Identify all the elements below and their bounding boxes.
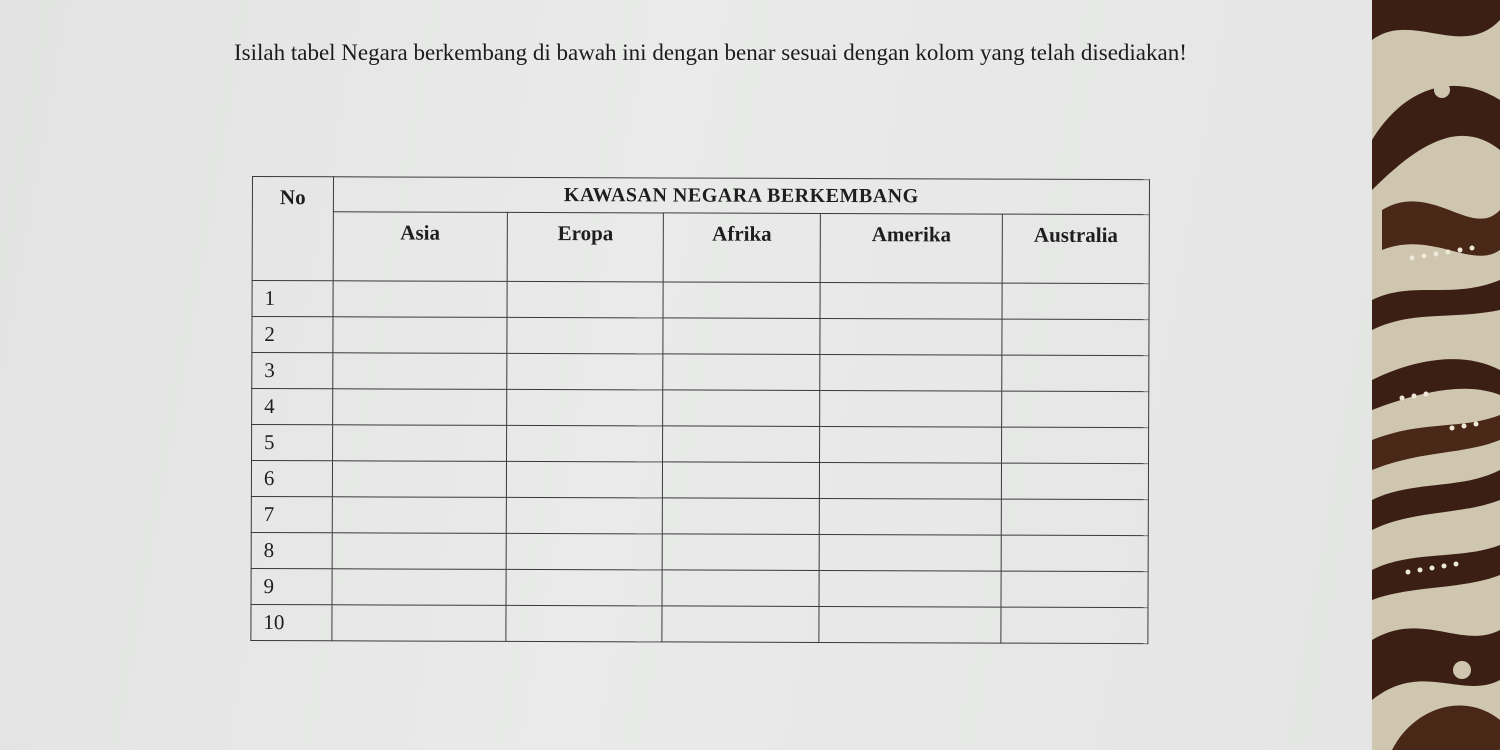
table-row [252,389,1149,428]
answer-cell-eropa[interactable] [507,353,664,390]
answer-cell-amerika[interactable] [820,282,1003,319]
answer-cell-eropa[interactable] [507,281,664,318]
answer-cell-asia[interactable] [332,425,506,462]
answer-cell-australia[interactable] [1002,319,1149,356]
answer-cell-australia[interactable] [1001,607,1148,644]
answer-cell-afrika[interactable] [662,606,819,643]
region-header-asia: Asia [333,212,507,282]
batik-pattern [1372,0,1500,750]
answer-cell-australia[interactable] [1002,283,1149,320]
row-number: 3 [252,353,333,389]
table-row [251,496,1148,535]
answer-cell-australia[interactable] [1002,355,1149,392]
region-header-afrika: Afrika [664,213,821,283]
row-number: 8 [251,532,332,568]
row-number: 2 [252,317,333,353]
answer-cell-asia[interactable] [332,569,506,606]
answer-cell-australia[interactable] [1001,571,1148,608]
table-row [251,568,1148,607]
answer-cell-amerika[interactable] [820,354,1003,391]
answer-cell-amerika[interactable] [819,462,1002,499]
row-number: 5 [252,425,333,461]
table-row [252,353,1149,392]
answer-cell-afrika[interactable] [663,534,820,571]
answer-cell-afrika[interactable] [663,498,820,535]
instruction-text: Isilah tabel Negara berkembang di bawah ini dengan benar sesuai dengan kolom yang telah disediakan! [234,40,1187,65]
row-number: 9 [251,568,332,604]
answer-cell-afrika[interactable] [663,318,820,355]
answer-cell-eropa[interactable] [506,461,663,498]
answer-cell-eropa[interactable] [506,497,663,534]
answer-cell-amerika[interactable] [820,390,1003,427]
answer-cell-australia[interactable] [1002,499,1149,536]
answer-cell-eropa[interactable] [506,533,663,570]
answer-cell-amerika[interactable] [820,318,1003,355]
answer-cell-amerika[interactable] [819,498,1002,535]
table-row [252,425,1149,464]
answer-cell-afrika[interactable] [662,570,819,607]
answer-cell-australia[interactable] [1001,535,1148,572]
answer-cell-amerika[interactable] [819,606,1002,643]
row-number: 4 [252,389,333,425]
answer-cell-amerika[interactable] [819,534,1002,571]
table-body [251,281,1149,644]
answer-cell-australia[interactable] [1002,463,1149,500]
answer-cell-asia[interactable] [332,497,506,534]
answer-cell-afrika[interactable] [663,354,820,391]
answer-cell-eropa[interactable] [506,425,663,462]
table-row [252,281,1149,320]
answer-cell-australia[interactable] [1002,391,1149,428]
table-row [252,317,1149,356]
region-header-amerika: Amerika [820,213,1003,283]
answer-cell-asia[interactable] [333,281,507,318]
answer-cell-asia[interactable] [332,533,506,570]
answer-cell-afrika[interactable] [663,282,820,319]
table-row [251,532,1148,571]
no-column-header: No [252,177,333,281]
row-number: 7 [251,496,332,532]
region-header-eropa: Eropa [507,212,664,282]
answer-cell-asia[interactable] [332,389,506,426]
batik-fabric [1372,0,1500,750]
region-group-header: KAWASAN NEGARA BERKEMBANG [333,177,1149,215]
answer-cell-asia[interactable] [332,461,506,498]
row-number: 10 [251,604,332,640]
answer-cell-afrika[interactable] [663,426,820,463]
answer-cell-eropa[interactable] [507,389,664,426]
region-header-row [252,212,1149,284]
row-number: 1 [252,281,333,317]
answer-cell-afrika[interactable] [663,462,820,499]
answer-cell-asia[interactable] [332,353,506,390]
answer-cell-asia[interactable] [332,605,506,642]
answer-cell-afrika[interactable] [663,390,820,427]
row-number: 6 [251,461,332,497]
answer-cell-asia[interactable] [333,317,507,354]
answer-cell-australia[interactable] [1002,427,1149,464]
developing-countries-table [250,176,1150,644]
region-header-australia: Australia [1002,214,1149,284]
answer-cell-amerika[interactable] [819,426,1002,463]
table-row [251,604,1148,643]
table-header-row [252,177,1149,215]
answer-cell-eropa[interactable] [507,317,664,354]
answer-cell-eropa[interactable] [506,569,663,606]
answer-cell-eropa[interactable] [506,605,663,642]
answer-cell-amerika[interactable] [819,570,1002,607]
table-row [251,461,1148,500]
